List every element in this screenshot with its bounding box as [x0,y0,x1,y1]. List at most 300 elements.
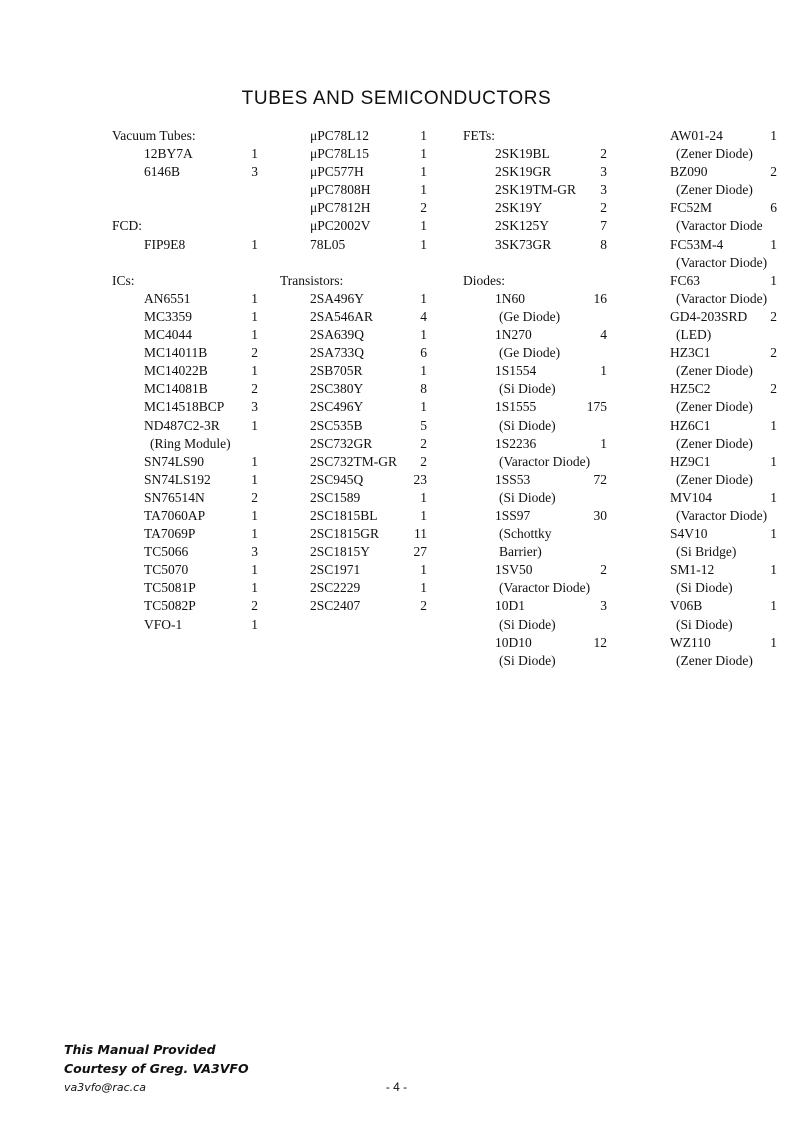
part-quantity: 1 [251,453,258,469]
part-name: SN76514N [144,489,205,505]
part-name: TA7060AP [144,507,206,523]
part-quantity: 1 [420,580,427,596]
part-quantity: 1 [420,507,427,523]
part-description-text: (Si Diode) [499,489,556,505]
part-quantity: 1 [420,146,427,162]
part-name: 2SC496Y [310,399,364,415]
part-name: 2SA733Q [310,345,365,361]
part-name: FC52M [670,200,713,216]
part-name: HZ6C1 [670,417,711,433]
part-name: TC5082P [144,598,196,614]
part-description [463,380,613,398]
part-row [463,561,613,579]
part-row [280,471,430,489]
blank-row [112,254,272,272]
part-row [280,417,430,435]
part-name: MC14518BCP [144,399,225,415]
part-row [280,362,430,380]
part-quantity: 3 [251,164,258,180]
part-row [648,489,793,507]
part-quantity: 2 [770,381,777,397]
part-description-text: (Schottky [499,526,552,542]
part-row [112,344,272,362]
part-quantity: 7 [600,218,607,234]
part-quantity: 2 [251,345,258,361]
part-quantity: 27 [413,544,427,560]
part-name: 1SS53 [495,471,531,487]
part-quantity: 2 [420,453,427,469]
part-description-text: (Zener Diode) [676,471,753,487]
part-row [280,398,430,416]
part-row [463,362,613,380]
blank-row [280,254,430,272]
part-row [648,525,793,543]
part-row [280,199,430,217]
part-name: 1S1555 [495,399,537,415]
part-quantity: 1 [770,562,777,578]
part-quantity: 5 [420,417,427,433]
section-heading: Vacuum Tubes: [112,128,196,143]
part-quantity: 4 [600,327,607,343]
part-row [112,525,272,543]
part-row [280,453,430,471]
part-description-text: (Varactor Diode) [676,507,768,523]
part-row [112,398,272,416]
part-name: FIP9E8 [144,236,186,252]
section-heading: Diodes: [463,272,505,288]
part-row [463,145,613,163]
part-row [280,489,430,507]
part-row [112,453,272,471]
part-name: 2SK19GR [495,164,552,180]
part-name: 1N270 [495,327,532,343]
part-row [648,272,793,290]
part-row [112,163,272,181]
part-quantity: 2 [600,562,607,578]
part-name: 2SC380Y [310,381,364,397]
part-description [463,579,613,597]
part-name: S4V10 [670,526,708,542]
part-name: V06B [670,598,703,614]
part-name: 2SA496Y [310,290,365,306]
part-name: SM1-12 [670,562,715,578]
part-quantity: 1 [420,164,427,180]
part-description [648,507,793,525]
part-row [463,163,613,181]
part-description-text: (Varactor Diode) [499,453,591,469]
part-description [648,579,793,597]
part-quantity: 4 [420,308,427,324]
part-description [463,616,613,634]
part-quantity: 1 [420,290,427,306]
part-quantity: 1 [770,526,777,542]
part-quantity: 2 [420,200,427,216]
part-row [280,344,430,362]
part-description [112,435,272,453]
part-quantity: 1 [770,128,777,143]
part-description [648,217,793,235]
part-description-text: (Zener Diode) [676,363,753,379]
part-row [280,561,430,579]
part-name: VFO-1 [144,616,183,632]
part-name: μPC78L15 [310,146,369,162]
part-description [648,543,793,561]
part-row [112,380,272,398]
part-name: SN74LS192 [144,471,211,487]
part-name: μPC577H [310,164,364,180]
part-description-text: (Ge Diode) [499,308,561,324]
part-quantity: 1 [251,290,258,306]
part-row [463,217,613,235]
part-name: TC5081P [144,580,196,596]
part-description [648,254,793,272]
part-name: GD4-203SRD [670,308,748,324]
part-description [463,417,613,435]
part-name: 2SC732TM-GR [310,453,398,469]
part-row [648,453,793,471]
part-description-text: (Varactor Diode) [676,254,768,270]
part-row [463,181,613,199]
part-quantity: 8 [600,236,607,252]
part-quantity: 1 [251,562,258,578]
part-description-text: (Si Diode) [499,616,556,632]
part-name: MC14022B [144,363,208,379]
part-name: μPC2002V [310,218,371,234]
part-quantity: 30 [593,507,607,523]
part-row [648,561,793,579]
part-quantity: 1 [420,363,427,379]
part-quantity: 1 [420,218,427,234]
part-name: 78L05 [310,236,346,252]
part-name: MC4044 [144,327,193,343]
part-quantity: 3 [251,544,258,560]
part-row [463,199,613,217]
part-row [280,597,430,615]
part-row [112,362,272,380]
part-quantity: 1 [600,435,607,451]
part-quantity: 6 [420,345,427,361]
part-name: 12BY7A [144,146,193,162]
part-row [112,145,272,163]
part-row [463,597,613,615]
part-row [280,579,430,597]
part-name: 2SC2407 [310,598,361,614]
part-quantity: 1 [770,272,777,288]
part-quantity: 2 [251,598,258,614]
part-quantity: 2 [770,308,777,324]
part-row [280,525,430,543]
part-row [648,380,793,398]
part-name: SN74LS90 [144,453,205,469]
part-description [463,344,613,362]
part-name: FC53M-4 [670,236,724,252]
part-row [463,398,613,416]
part-row [463,236,613,254]
part-name: 2SC1815BL [310,507,378,523]
part-description-text: (Varactor Diode) [499,580,591,596]
part-name: 10D10 [495,634,532,650]
part-row [112,507,272,525]
part-row [648,417,793,435]
part-description [648,435,793,453]
blank-row [112,199,272,217]
page-number: - 4 - [385,1080,408,1094]
part-name: 2SC1815Y [310,544,371,560]
courtesy-line-1: This Manual Provided [64,1042,216,1057]
part-name: TC5066 [144,544,189,560]
part-description-text: (Zener Diode) [676,182,753,198]
part-description [648,145,793,163]
column-1 [112,127,272,634]
part-name: TC5070 [144,562,189,578]
part-row [280,507,430,525]
part-row [280,127,430,145]
part-description-text: (Si Bridge) [676,544,737,560]
part-quantity: 1 [251,580,258,596]
part-name: 1SS97 [495,507,531,523]
part-name: 1S2236 [495,435,537,451]
part-row [648,597,793,615]
part-quantity: 11 [414,526,427,542]
part-row [648,127,793,145]
blank-row [463,254,613,272]
part-name: ND487C2-3R [144,417,220,433]
part-quantity: 1 [251,308,258,324]
part-description-text: (Varactor Diode [676,218,763,234]
page-title: TUBES AND SEMICONDUCTORS [241,88,552,109]
section-heading: ICs: [112,272,135,288]
part-row [648,163,793,181]
part-quantity: 1 [420,236,427,252]
part-description [463,308,613,326]
part-name: HZ5C2 [670,381,711,397]
part-description [463,543,613,561]
part-description-text: (Si Diode) [499,381,556,397]
part-description [648,471,793,489]
part-description [648,362,793,380]
part-name: 6146B [144,164,181,180]
part-description-text: (Si Diode) [499,417,556,433]
part-description-text: (LED) [676,327,712,343]
part-description [648,326,793,344]
part-quantity: 1 [251,327,258,343]
part-quantity: 1 [251,507,258,523]
part-quantity: 1 [420,562,427,578]
part-description-text: (Zener Diode) [676,399,753,415]
part-name: FC63 [670,272,701,288]
part-quantity: 1 [770,453,777,469]
part-quantity: 1 [420,182,427,198]
part-name: 2SC1971 [310,562,361,578]
part-quantity: 1 [420,489,427,505]
part-row [648,344,793,362]
column-2 [280,127,430,616]
part-description-text: (Ge Diode) [499,345,561,361]
part-name: WZ110 [670,634,711,650]
part-description [463,525,613,543]
part-row [112,597,272,615]
column-3 [463,127,613,670]
part-row [280,163,430,181]
part-row [648,308,793,326]
part-name: 2SC2229 [310,580,361,596]
part-quantity: 12 [593,634,607,650]
part-quantity: 1 [770,489,777,505]
courtesy-email: va3vfo@rac.ca [64,1081,146,1094]
part-quantity: 23 [413,471,427,487]
part-name: HZ3C1 [670,345,711,361]
part-quantity: 1 [770,417,777,433]
part-row [648,199,793,217]
part-quantity: 3 [600,182,607,198]
part-name: μPC7808H [310,182,371,198]
part-name: AW01-24 [670,128,723,143]
part-name: 2SA639Q [310,327,365,343]
part-quantity: 1 [770,236,777,252]
part-row [280,217,430,235]
part-quantity: 2 [600,146,607,162]
part-quantity: 1 [251,417,258,433]
part-row [463,326,613,344]
part-row [280,181,430,199]
part-row [280,435,430,453]
part-row [280,236,430,254]
part-description [463,453,613,471]
part-description [648,181,793,199]
part-row [280,380,430,398]
part-quantity: 3 [600,598,607,614]
part-row [463,435,613,453]
part-row [463,507,613,525]
part-row [112,489,272,507]
part-row [112,308,272,326]
part-description [463,489,613,507]
courtesy-line-2: Courtesy of Greg. VA3VFO [64,1061,249,1076]
part-row [280,290,430,308]
part-row [112,326,272,344]
column-4 [648,127,793,670]
part-row [112,616,272,634]
part-name: 2SC945Q [310,471,364,487]
part-description-text: (Ring Module) [150,435,231,451]
part-row [112,543,272,561]
part-row [280,308,430,326]
part-quantity: 3 [251,399,258,415]
part-name: 10D1 [495,598,525,614]
part-description-text: (Zener Diode) [676,435,753,451]
part-quantity: 1 [420,327,427,343]
part-name: MV104 [670,489,713,505]
part-row [112,236,272,254]
part-row [112,579,272,597]
blank-row [112,181,272,199]
section-heading: Transistors: [280,272,344,288]
part-row [648,634,793,652]
part-row [648,236,793,254]
part-quantity: 1 [770,598,777,614]
part-name: HZ9C1 [670,453,711,469]
part-row [463,634,613,652]
part-name: μPC7812H [310,200,371,216]
part-quantity: 1 [251,236,258,252]
part-row [463,471,613,489]
part-quantity: 175 [586,399,607,415]
part-quantity: 1 [420,128,427,143]
section-heading: FCD: [112,218,143,234]
part-name: 3SK73GR [495,236,552,252]
part-quantity: 1 [420,399,427,415]
part-quantity: 8 [420,381,427,397]
part-description-text: (Varactor Diode) [676,290,768,306]
part-quantity: 1 [251,363,258,379]
part-description [648,652,793,670]
part-name: BZ090 [670,164,708,180]
part-name: 1S1554 [495,363,537,379]
part-quantity: 1 [770,634,777,650]
part-quantity: 2 [420,435,427,451]
part-name: 2SK19BL [495,146,550,162]
part-quantity: 1 [251,146,258,162]
part-row [280,326,430,344]
part-quantity: 1 [251,616,258,632]
part-description [648,290,793,308]
part-name: MC14011B [144,345,208,361]
part-description-text: (Si Diode) [676,580,733,596]
part-name: 2SC1815GR [310,526,380,542]
part-name: 2SC535B [310,417,363,433]
part-row [112,417,272,435]
part-quantity: 2 [251,381,258,397]
part-name: 2SA546AR [310,308,374,324]
part-description-text: (Si Diode) [676,616,733,632]
part-quantity: 1 [251,471,258,487]
part-description [463,652,613,670]
part-row [280,145,430,163]
part-description [648,398,793,416]
part-quantity: 2 [770,164,777,180]
part-quantity: 2 [251,489,258,505]
part-quantity: 1 [251,526,258,542]
part-name: 2SK19TM-GR [495,182,577,198]
part-quantity: 72 [593,471,607,487]
part-row [112,561,272,579]
part-row [280,543,430,561]
part-name: 2SC732GR [310,435,373,451]
part-row [463,290,613,308]
part-description-text: Barrier) [499,544,542,560]
section-heading: FETs: [463,128,496,143]
part-quantity: 16 [593,290,607,306]
part-quantity: 1 [600,363,607,379]
part-name: 2SC1589 [310,489,361,505]
part-quantity: 3 [600,164,607,180]
part-row [112,471,272,489]
part-quantity: 2 [420,598,427,614]
part-name: MC3359 [144,308,193,324]
part-description-text: (Zener Diode) [676,146,753,162]
part-description-text: (Zener Diode) [676,652,753,668]
part-name: 2SB705R [310,363,363,379]
part-name: TA7069P [144,526,196,542]
part-quantity: 2 [770,345,777,361]
part-description-text: (Si Diode) [499,652,556,668]
part-name: MC14081B [144,381,208,397]
part-name: 2SK125Y [495,218,550,234]
part-name: μPC78L12 [310,128,369,143]
part-row [112,290,272,308]
part-name: 1N60 [495,290,525,306]
part-name: 1SV50 [495,562,533,578]
